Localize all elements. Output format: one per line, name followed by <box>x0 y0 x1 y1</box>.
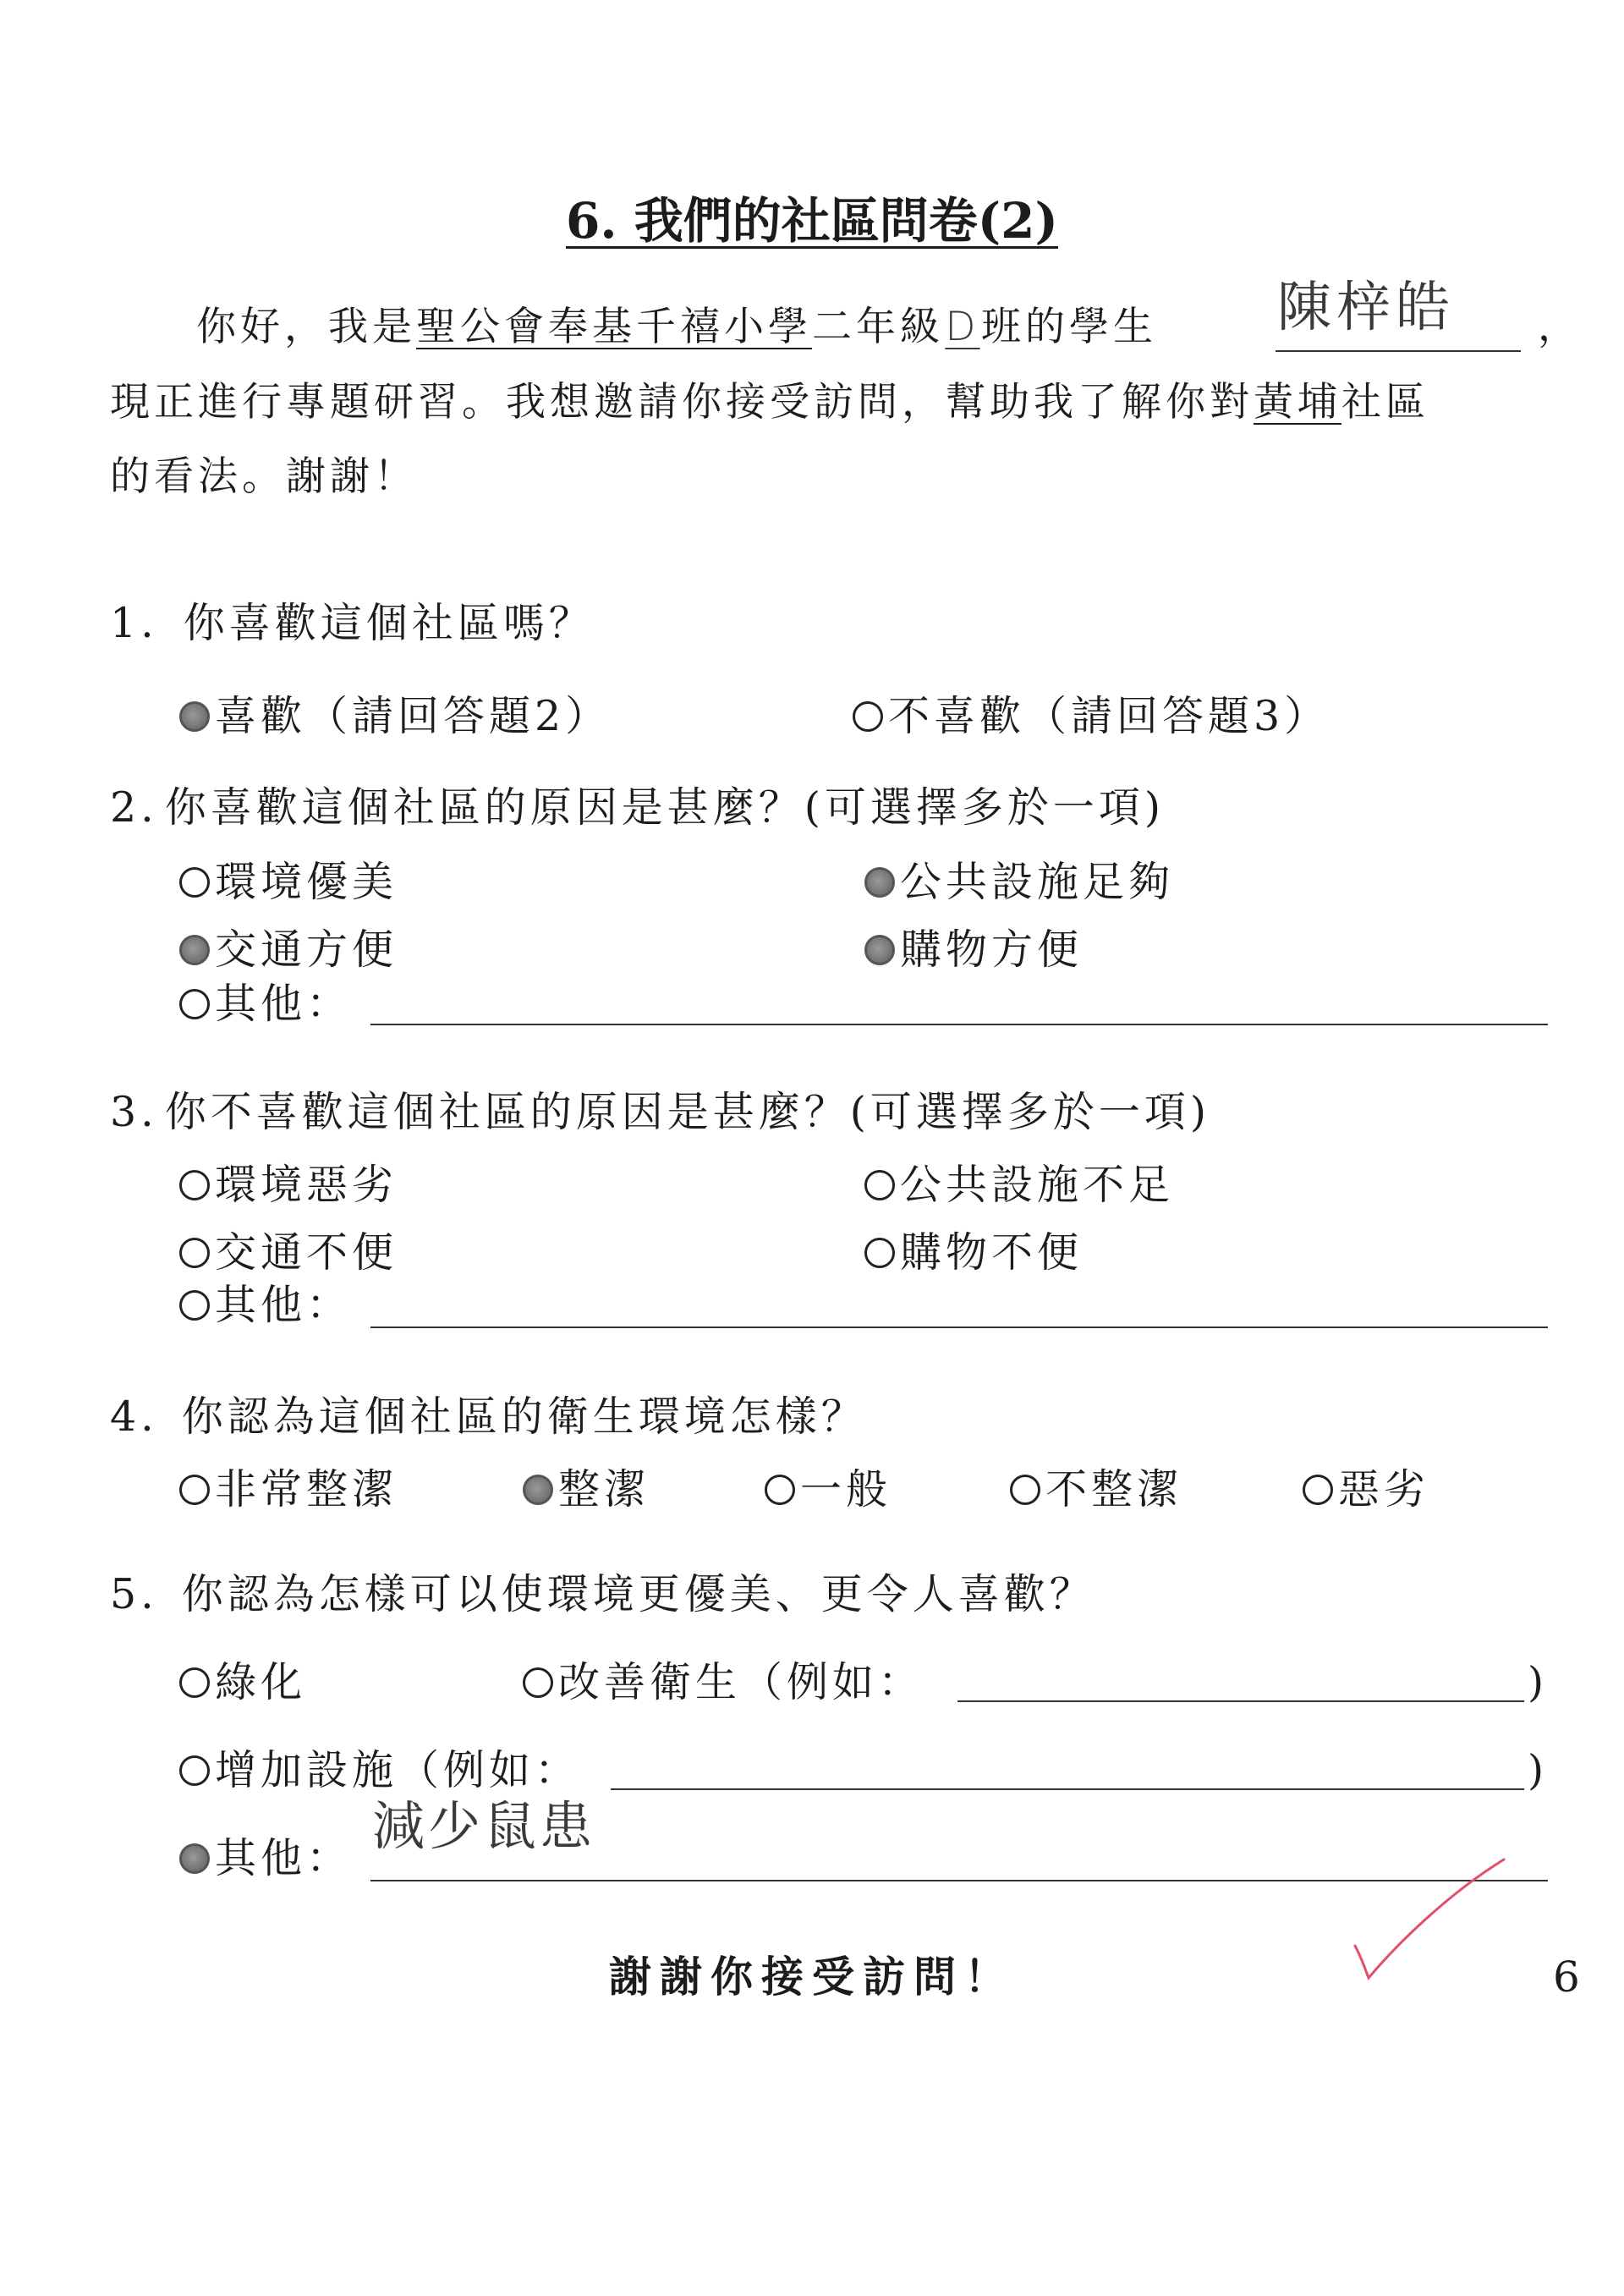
intro-line-1 <box>196 304 1157 350</box>
intro-text: 現正進行專題研習。我想邀請你接受訪問，幫助我了解你對 <box>110 379 1254 426</box>
option-label: 公共設施足夠 <box>900 858 1175 906</box>
q3-option-shopping[interactable] <box>864 1228 1084 1277</box>
q3-option-transport[interactable] <box>179 1228 398 1277</box>
radio-icon[interactable] <box>179 1667 210 1698</box>
question-number: 5. <box>110 1570 158 1618</box>
q1-option-like[interactable] <box>179 692 612 740</box>
q3-option-facilities[interactable] <box>864 1161 1175 1209</box>
radio-icon[interactable] <box>179 989 210 1019</box>
option-label: 交通方便 <box>215 926 398 974</box>
student-name-underline <box>1276 350 1521 352</box>
radio-icon[interactable] <box>179 867 210 898</box>
intro-text: 你好，我是 <box>196 304 416 350</box>
intro-line-2 <box>110 379 1429 426</box>
question-number: 3. <box>110 1088 158 1136</box>
option-label: 一般 <box>800 1465 892 1513</box>
radio-icon[interactable] <box>765 1475 795 1505</box>
option-label: 其他： <box>215 1834 353 1882</box>
q2-option-shopping[interactable] <box>864 926 1084 974</box>
q5-option-greening[interactable] <box>179 1658 307 1706</box>
q3-option-environment[interactable] <box>179 1161 398 1209</box>
option-label: 購物不便 <box>900 1228 1084 1277</box>
option-label: 其他： <box>215 980 353 1028</box>
q4-option-very-clean[interactable] <box>179 1465 398 1513</box>
q4-option-average[interactable] <box>765 1465 892 1513</box>
question-4 <box>110 1392 867 1441</box>
question-text: 你喜歡這個社區嗎？ <box>183 599 595 647</box>
question-1 <box>110 599 595 647</box>
intro-text: 社區 <box>1341 379 1429 426</box>
option-label: 綠化 <box>215 1658 307 1706</box>
option-label: 其他： <box>215 1281 353 1329</box>
radio-icon[interactable] <box>179 1238 210 1268</box>
q2-other-line[interactable] <box>370 1024 1548 1025</box>
option-label: 整潔 <box>558 1465 650 1513</box>
radio-selected-icon[interactable] <box>864 935 895 965</box>
intro-line-3: 的看法。謝謝！ <box>110 453 418 500</box>
q5-facilities-line[interactable] <box>611 1788 1524 1790</box>
option-label: 交通不便 <box>215 1228 398 1277</box>
q4-option-poor[interactable] <box>1303 1465 1430 1513</box>
radio-icon[interactable] <box>179 1290 210 1321</box>
q3-other-line[interactable] <box>370 1327 1548 1328</box>
close-paren: ) <box>1528 1658 1549 1706</box>
option-label: 喜歡（請回答題2） <box>215 692 612 740</box>
option-label: 惡劣 <box>1338 1465 1430 1513</box>
q3-option-other[interactable] <box>179 1281 353 1329</box>
option-label: 環境優美 <box>215 858 398 906</box>
option-label: 改善衛生（例如： <box>558 1658 924 1706</box>
q2-option-facilities[interactable] <box>864 858 1175 906</box>
option-label: 公共設施不足 <box>900 1161 1175 1209</box>
q5-other-answer[interactable]: 減少鼠患 <box>372 1795 596 1857</box>
student-name-field[interactable]: 陳梓皓 <box>1277 277 1455 339</box>
question-text: 你喜歡這個社區的原因是甚麼？(可選擇多於一項) <box>164 783 1165 832</box>
school-name: 聖公會奉基千禧小學 <box>416 304 812 350</box>
footer-thanks: 謝謝你接受訪問！ <box>609 1952 1015 2002</box>
option-label: 環境惡劣 <box>215 1161 398 1209</box>
q2-option-other[interactable] <box>179 980 353 1028</box>
question-text: 你不喜歡這個社區的原因是甚麼？(可選擇多於一項) <box>164 1088 1210 1136</box>
q2-option-environment[interactable] <box>179 858 398 906</box>
radio-selected-icon[interactable] <box>523 1475 553 1505</box>
question-number: 4. <box>110 1392 158 1441</box>
radio-selected-icon[interactable] <box>179 701 210 732</box>
option-label: 購物方便 <box>900 926 1084 974</box>
radio-selected-icon[interactable] <box>179 935 210 965</box>
question-text: 你認為這個社區的衛生環境怎樣？ <box>181 1392 867 1441</box>
intro-text: 班的學生 <box>981 304 1157 350</box>
radio-icon[interactable] <box>864 1170 895 1200</box>
question-2 <box>110 783 1165 832</box>
close-paren: ) <box>1528 1746 1549 1794</box>
question-number: 2. <box>110 783 158 832</box>
q5-option-hygiene[interactable] <box>523 1658 924 1706</box>
option-label: 不喜歡（請回答題3） <box>888 692 1330 740</box>
radio-selected-icon[interactable] <box>864 867 895 898</box>
question-3 <box>110 1088 1210 1136</box>
option-label: 不整潔 <box>1045 1465 1183 1513</box>
q5-option-facilities[interactable] <box>179 1746 581 1794</box>
question-5 <box>110 1570 1095 1618</box>
q4-option-not-clean[interactable] <box>1010 1465 1183 1513</box>
page-number: 6 <box>1553 1953 1580 2002</box>
question-number: 1. <box>110 599 158 647</box>
question-text: 你認為怎樣可以使環境更優美、更令人喜歡？ <box>181 1570 1095 1618</box>
radio-selected-icon[interactable] <box>179 1843 210 1874</box>
radio-icon[interactable] <box>523 1667 553 1698</box>
q1-option-dislike[interactable] <box>853 692 1330 740</box>
radio-icon[interactable] <box>179 1475 210 1505</box>
q5-hygiene-line[interactable] <box>957 1700 1524 1702</box>
class-field[interactable]: D <box>945 304 980 350</box>
radio-icon[interactable] <box>1010 1475 1040 1505</box>
radio-icon[interactable] <box>864 1238 895 1268</box>
radio-icon[interactable] <box>179 1170 210 1200</box>
page-title: 6. 我們的社區問卷(2) <box>566 192 1058 250</box>
option-label: 非常整潔 <box>215 1465 398 1513</box>
q2-option-transport[interactable] <box>179 926 398 974</box>
intro-comma: ， <box>1538 304 1582 350</box>
radio-icon[interactable] <box>179 1755 210 1786</box>
q5-option-other[interactable] <box>179 1834 353 1882</box>
intro-text: 二年級 <box>812 304 944 350</box>
radio-icon[interactable] <box>853 701 883 732</box>
radio-icon[interactable] <box>1303 1475 1333 1505</box>
q4-option-clean[interactable] <box>523 1465 650 1513</box>
district-name: 黃埔 <box>1254 379 1341 426</box>
option-label: 增加設施（例如： <box>215 1746 581 1794</box>
